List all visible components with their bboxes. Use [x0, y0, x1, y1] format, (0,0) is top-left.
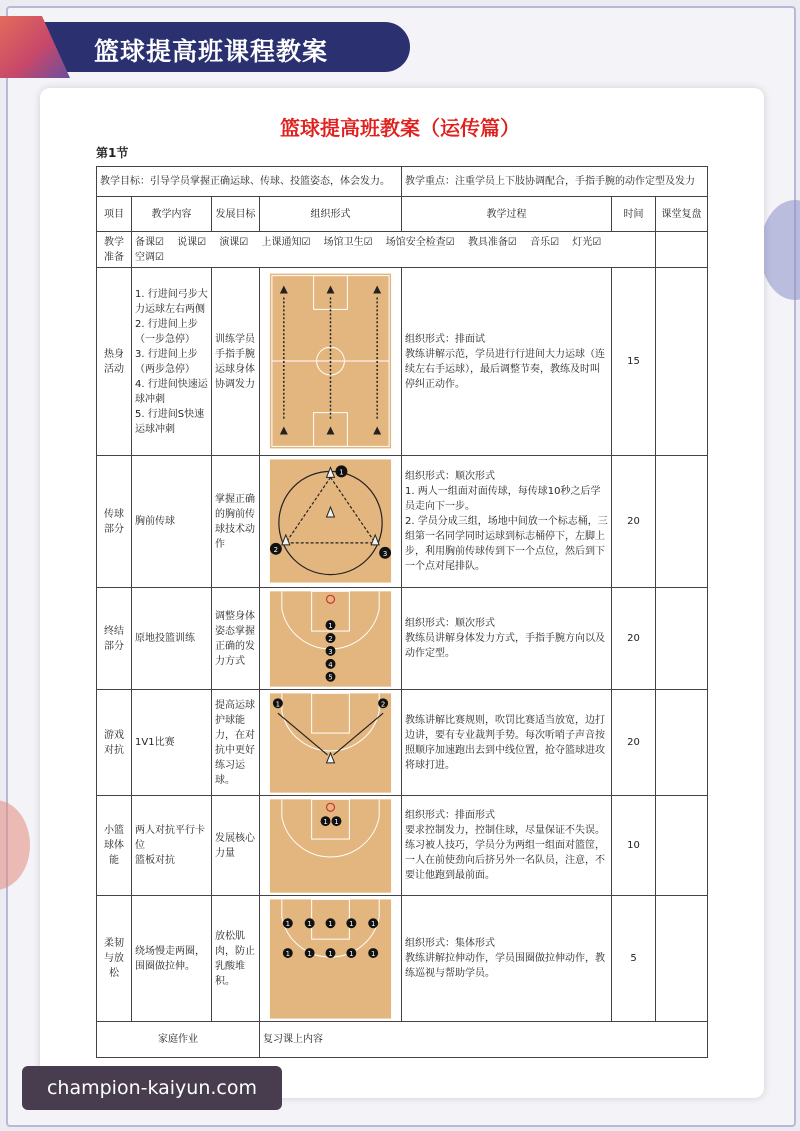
- svg-text:1: 1: [328, 949, 333, 958]
- row-goal: 训练学员手指手腕运球身体协调发力: [212, 268, 260, 456]
- header-cell: 组织形式: [260, 197, 402, 232]
- prep-label: 教学准备: [97, 232, 132, 268]
- prep-checklist: [132, 232, 656, 268]
- row-goal: 放松肌肉，防止乳酸堆积。: [212, 896, 260, 1022]
- row-process: 组织形式：集体形式 教练讲解拉伸动作，学员围圈做拉伸动作，教练巡视与帮助学员。: [402, 896, 612, 1022]
- row-name: 传球部分: [97, 456, 132, 588]
- row-name: 小篮球体能: [97, 796, 132, 896]
- homework-label: 家庭作业: [97, 1022, 260, 1058]
- court-diagram-warmup: [260, 268, 402, 456]
- prep-item: 教具准备☑: [467, 236, 517, 248]
- svg-text:1: 1: [370, 949, 376, 958]
- row-name: 柔韧与放松: [97, 896, 132, 1022]
- svg-text:1: 1: [285, 919, 291, 928]
- court-diagram-passing: [260, 456, 402, 588]
- table-row: [97, 588, 708, 690]
- row-process: 教练讲解比赛规则，吹罚比赛适当放宽，边打边讲，要有专业裁判手势。每次听哨子声音按照顺序加速跑出去到中线位置，抢夺篮球进攻将球打进。: [402, 690, 612, 796]
- svg-text:1: 1: [328, 621, 333, 630]
- svg-text:1: 1: [285, 949, 291, 958]
- header-cell: 时间: [612, 197, 656, 232]
- svg-text:1: 1: [339, 467, 344, 476]
- row-name: 终结部分: [97, 588, 132, 690]
- table-row: [97, 896, 708, 1022]
- svg-text:3: 3: [382, 549, 388, 558]
- court-diagram-shooting: [260, 588, 402, 690]
- prep-item: 说课☑: [177, 236, 207, 248]
- table-row: [97, 796, 708, 896]
- section-label: 第1节: [96, 146, 129, 160]
- row-goal: 提高运球护球能力，在对抗中更好练习运球。: [212, 690, 260, 796]
- svg-text:1: 1: [334, 817, 339, 826]
- svg-text:1: 1: [370, 919, 376, 928]
- row-time: 5: [612, 896, 656, 1022]
- svg-text:1: 1: [349, 949, 354, 958]
- row-content: 1V1比赛: [132, 690, 212, 796]
- row-name: 游戏对抗: [97, 690, 132, 796]
- svg-text:2: 2: [328, 634, 333, 643]
- row-goal: 发展核心力量: [212, 796, 260, 896]
- svg-text:1: 1: [323, 817, 328, 826]
- teaching-goal: 教学目标：引导学员掌握正确运球、传球、投篮姿态，体会发力。: [97, 167, 402, 197]
- row-goal: 调整身体姿态掌握正确的发力方式: [212, 588, 260, 690]
- svg-text:4: 4: [328, 660, 333, 669]
- watermark-badge: champion-kaiyun.com: [22, 1066, 282, 1110]
- svg-text:1: 1: [328, 919, 333, 928]
- header-cell: 教学内容: [132, 197, 212, 232]
- row-time: 15: [612, 268, 656, 456]
- homework-row: [97, 1022, 708, 1058]
- row-time: 20: [612, 588, 656, 690]
- table-header-row: [97, 197, 708, 232]
- row-process: 组织形式：排面形式 要求控制发力，控制住球，尽量保证不失误。练习被人技巧，学员分为两组一组面对篮筐，一人在前使劲向后挤另外一名队员，注意，不要让他跑到最前面。: [402, 796, 612, 896]
- row-name: 热身活动: [97, 268, 132, 456]
- row-content: 绕场慢走两圈，围圈做拉伸。: [132, 896, 212, 1022]
- teaching-focus: 教学重点：注重学员上下肢协调配合，手指手腕的动作定型及发力: [402, 167, 708, 197]
- row-content: 两人对抗平行卡位 篮板对抗: [132, 796, 212, 896]
- prep-item: 空调☑: [135, 251, 164, 263]
- row-goal: 掌握正确的胸前传球技术动作: [212, 456, 260, 588]
- svg-text:5: 5: [328, 673, 333, 682]
- row-content: 胸前传球: [132, 456, 212, 588]
- row-time: 20: [612, 456, 656, 588]
- svg-text:2: 2: [273, 545, 279, 554]
- row-content: 1. 行进间弓步大力运球左右两侧 2. 行进间上步（一步急停） 3. 行进间上步（两步急停） 4. 行进间快速运球冲刺 5. 行进间S快速运球冲刺: [132, 268, 212, 456]
- prep-item: 演课☑: [219, 236, 249, 248]
- svg-text:2: 2: [380, 699, 386, 708]
- svg-text:1: 1: [275, 699, 281, 708]
- svg-text:3: 3: [328, 647, 333, 656]
- prep-row: [97, 232, 708, 268]
- svg-text:1: 1: [307, 919, 312, 928]
- row-process: 组织形式：排面试 教练讲解示范，学员进行行进间大力运球（连续左右手运球），最后调整节奏，教练及时叫停纠正动作。: [402, 268, 612, 456]
- svg-text:1: 1: [349, 919, 354, 928]
- court-diagram-boxout: [260, 796, 402, 896]
- header-cell: 教学过程: [402, 197, 612, 232]
- prep-item: 上课通知☑: [261, 236, 311, 248]
- row-content: 原地投篮训练: [132, 588, 212, 690]
- row-process: 组织形式：顺次形式 1. 两人一组面对面传球，每传球10秒之后学员走向下一步。 2. 学员分成三组，场地中间放一个标志桶，三组第一名同学同时运球到标志桶停下，左脚上步，利用胸前传球传到下一个点位，然后到下一个点对尾排队。: [402, 456, 612, 588]
- court-diagram-1v1: [260, 690, 402, 796]
- header-cell: 课堂复盘: [656, 197, 708, 232]
- prep-item: 场馆卫生☑: [323, 236, 373, 248]
- prep-item: 场馆安全检查☑: [385, 236, 455, 248]
- row-time: 20: [612, 690, 656, 796]
- document-title: 篮球提高班教案（运传篇）: [280, 116, 520, 140]
- table-row: [97, 690, 708, 796]
- lesson-plan-table: [96, 166, 708, 1058]
- header-cell: 项目: [97, 197, 132, 232]
- prep-item: 灯光☑: [572, 236, 602, 248]
- prep-item: 备课☑: [135, 236, 164, 248]
- row-process: 组织形式：顺次形式 教练员讲解身体发力方式，手指手腕方向以及动作定型。: [402, 588, 612, 690]
- svg-text:1: 1: [307, 949, 312, 958]
- row-time: 10: [612, 796, 656, 896]
- homework-value: 复习课上内容: [260, 1022, 708, 1058]
- court-diagram-stretch: [260, 896, 402, 1022]
- table-row: [97, 268, 708, 456]
- table-row: [97, 456, 708, 588]
- header-cell: 发展目标: [212, 197, 260, 232]
- prep-item: 音乐☑: [530, 236, 560, 248]
- banner-title: 篮球提高班课程教案: [94, 37, 329, 66]
